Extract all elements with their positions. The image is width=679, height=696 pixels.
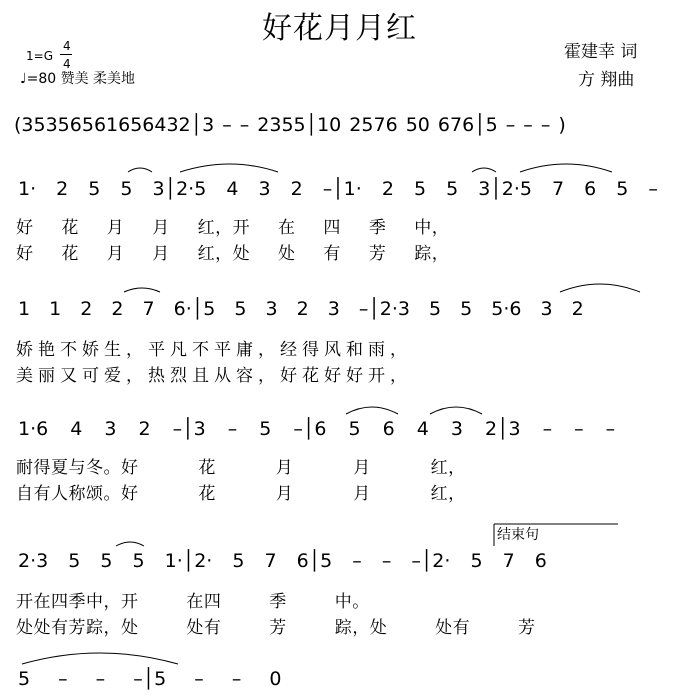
notation-line-1: (35356561656432│3 – – 2355│10 2576 50 676│5 – – – ): [14, 114, 566, 136]
lyricist-credit: 霍建幸 词: [564, 42, 638, 62]
lyrics-line-3-verse-1: 娇艳不娇生，平凡不平庸，经得风和雨，: [16, 340, 412, 360]
slur: [346, 407, 398, 414]
lyrics-line-2-verse-2: 好 花 月 月 红，处 处 有 芳 踪，: [16, 244, 450, 264]
lyrics-line-4-verse-1: 耐得夏与冬。好 花 月 月 红，: [16, 458, 466, 478]
slur: [472, 168, 496, 172]
lyrics-line-2-verse-1: 好 花 月 月 红，开 在 四 季 中，: [16, 218, 450, 238]
ending-label: 结束句: [497, 527, 539, 543]
slur: [116, 542, 144, 546]
slur: [128, 168, 152, 172]
lyrics-line-5-verse-1: 开在四季中，开 在四 季 中。: [16, 592, 370, 612]
slur: [180, 164, 278, 172]
notation-line-6: 5 – – –│5 – – 0: [18, 668, 282, 690]
slur: [520, 164, 612, 172]
lyrics-line-3-verse-2: 美丽又可爱，热烈且从容，好花好好开，: [16, 366, 412, 386]
notation-line-2: 1· 2 5 5 3│2·5 4 3 2 –│1· 2 5 5 3│2·5 7 6 5 –: [18, 178, 658, 200]
lyrics-line-4-verse-2: 自有人称颂。好 花 月 月 红，: [16, 484, 466, 504]
time-signature-top: 4: [63, 39, 71, 53]
notation-line-3: 1 1 2 2 7 6·│5 5 3 2 3 –│2·3 5 5 5·6 3 2: [18, 298, 584, 320]
key-signature: 1=G: [26, 49, 53, 63]
slur: [560, 284, 640, 292]
notation-line-4: 1·6 4 3 2 –│3 – 5 –│6 5 6 4 3 2│3 – – –: [18, 418, 616, 440]
notation-line-5: 2·3 5 5 5 1·│2· 5 7 6│5 – – –│2· 5 7 6: [18, 550, 547, 572]
slur: [22, 653, 178, 664]
slur: [430, 407, 482, 414]
time-signature-bottom: 4: [63, 57, 71, 71]
tempo-marking: ♩=80 赞美 柔美地: [20, 71, 136, 87]
slur: [124, 288, 160, 292]
composer-credit: 方 翔曲: [578, 70, 635, 90]
lyrics-line-5-verse-2: 处处有芳踪，处 处有 芳 踪，处 处有 芳: [16, 618, 536, 638]
song-title: 好花月月红: [262, 11, 417, 46]
